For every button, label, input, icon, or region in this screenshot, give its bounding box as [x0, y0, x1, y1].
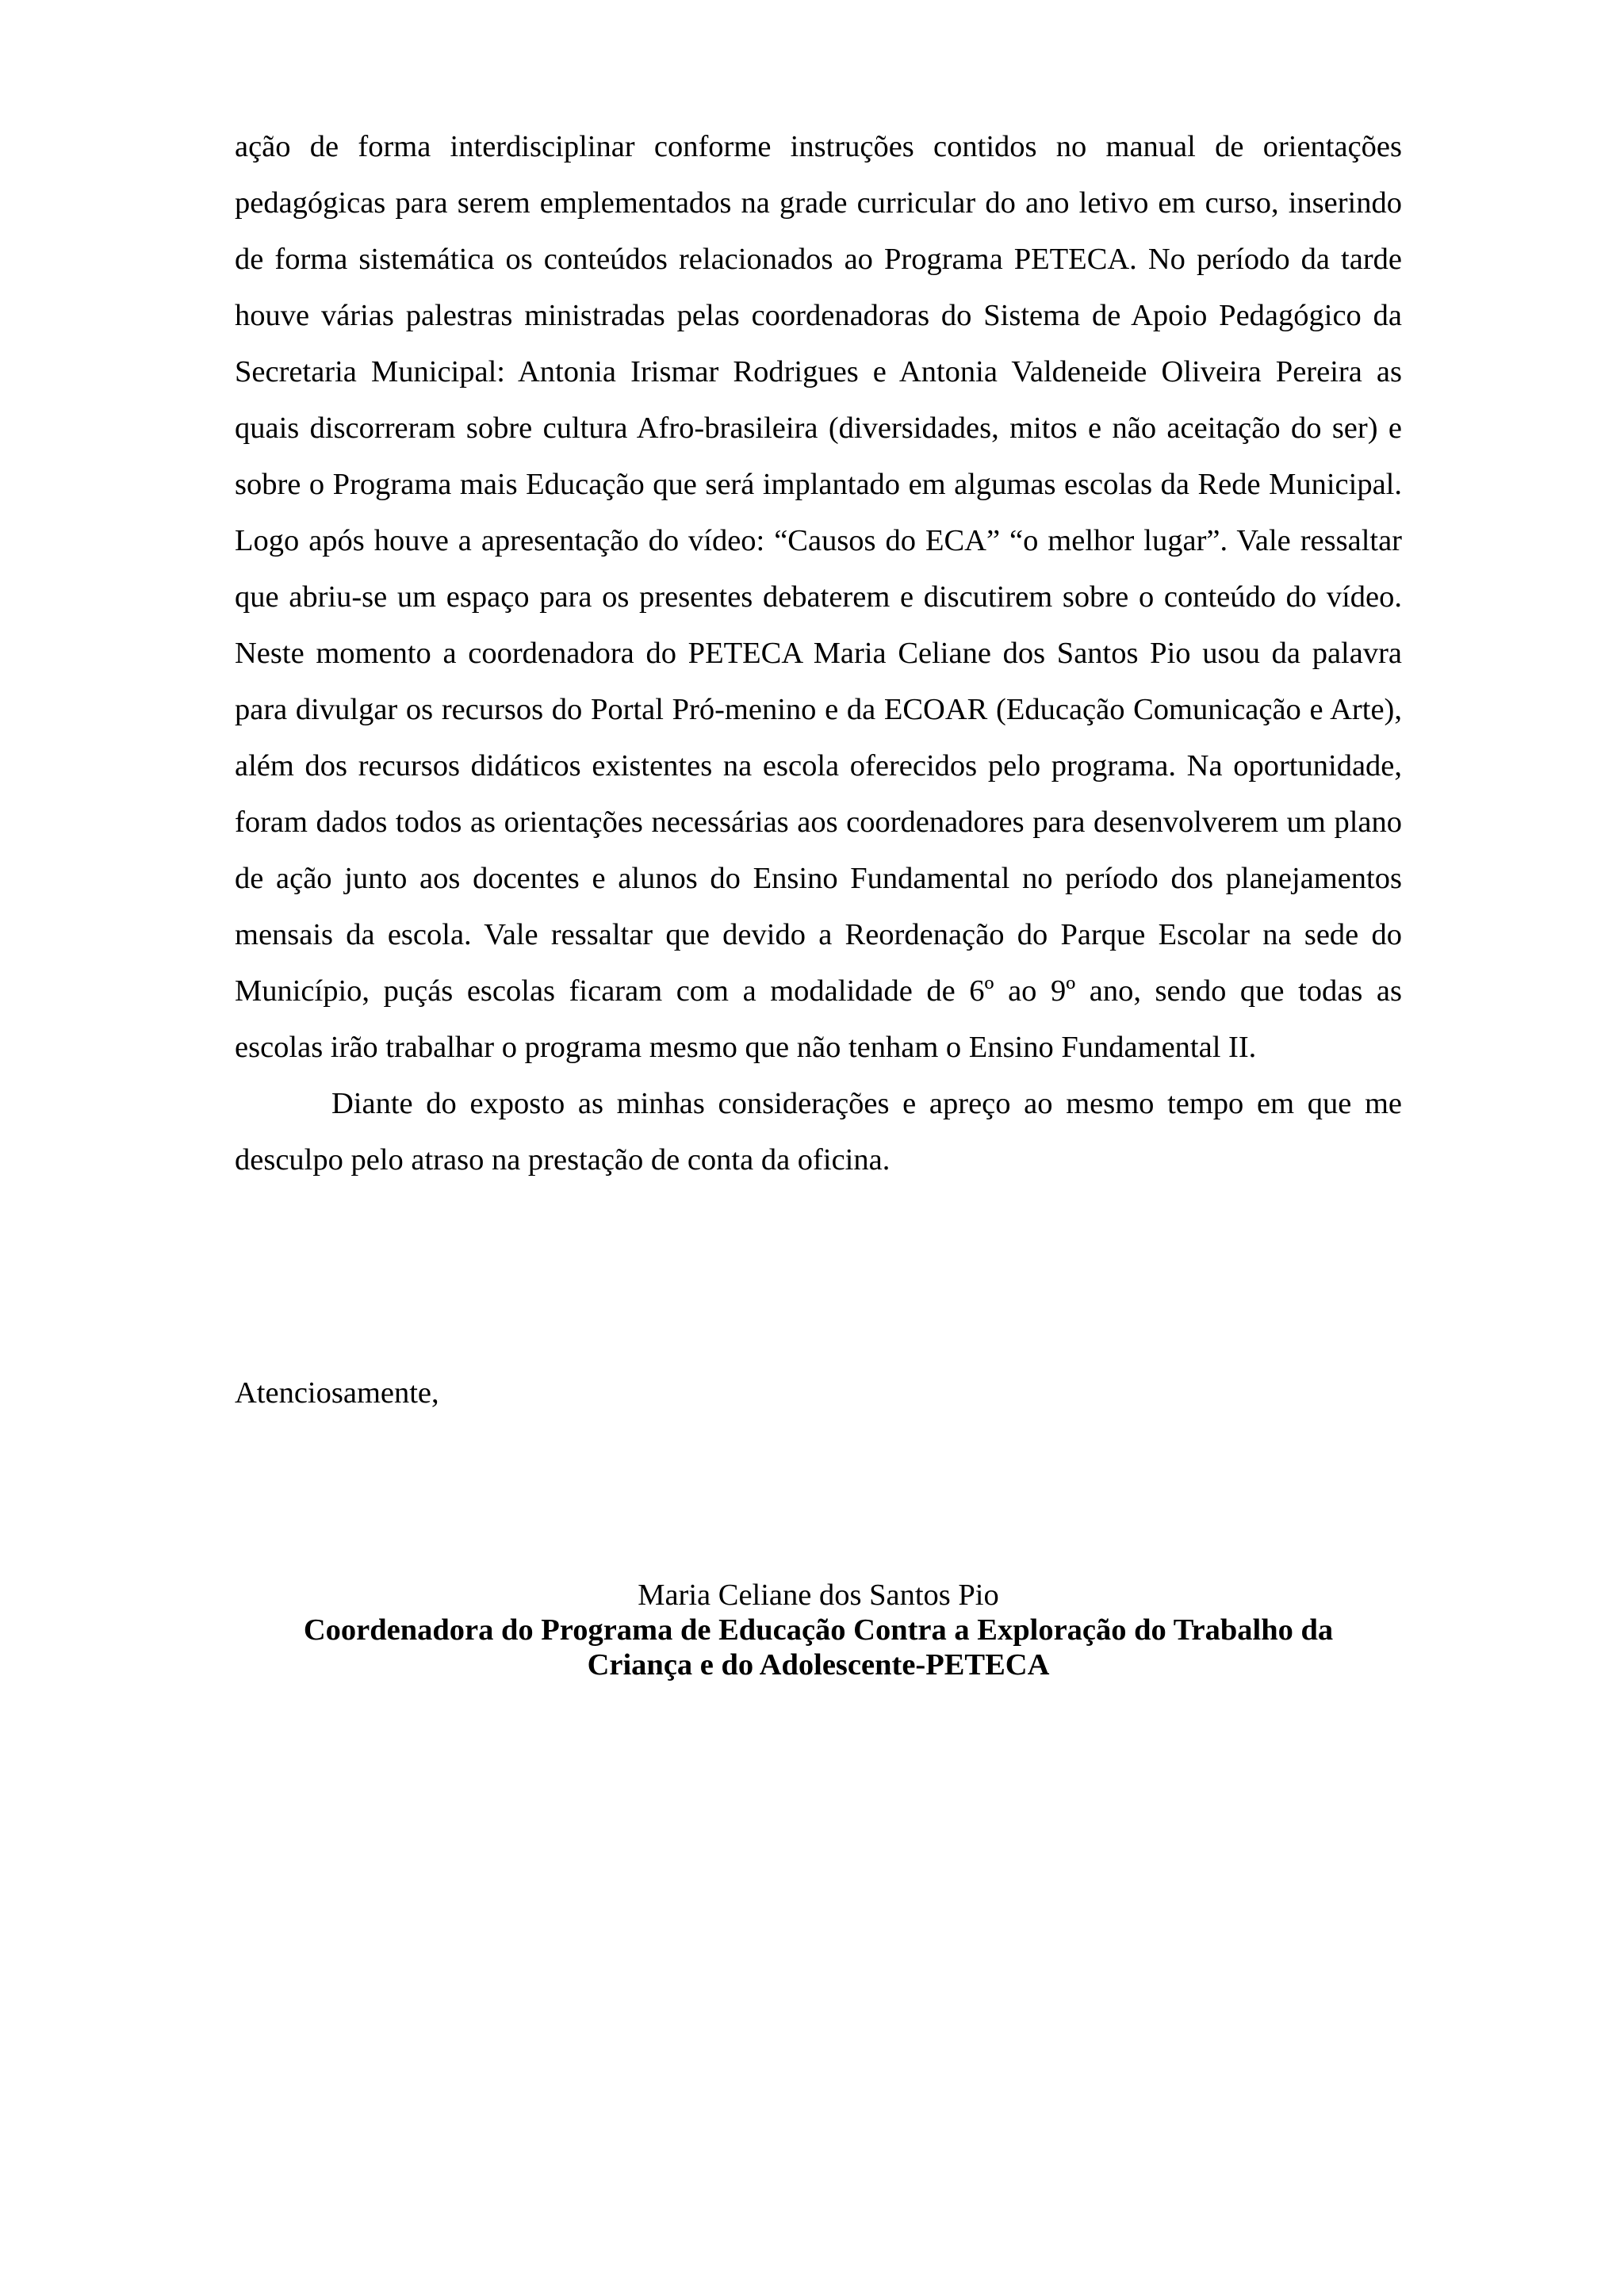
signatory-name: Maria Celiane dos Santos Pio — [638, 1578, 999, 1612]
signatory-role-line: Criança e do Adolescente-PETECA — [587, 1648, 1050, 1682]
letter-body — [235, 119, 1402, 1188]
body-paragraph: Diante do exposto as minhas considerações e apreço ao mesmo tempo em que me desculpo pelo atraso na prestação de conta da oficina. — [235, 1087, 1402, 1177]
signature-block — [235, 1578, 1402, 1682]
closing-salutation: Atenciosamente, — [235, 1376, 439, 1410]
signatory-role-line: Coordenadora do Programa de Educação Contra a Exploração do Trabalho da — [303, 1613, 1334, 1647]
body-paragraph: ação de forma interdisciplinar conforme instruções contidos no manual de orientações pedagógicas para serem emplementados na grade curricular do ano letivo em curso, inserindo de forma sistemática os conteúdos relacionados ao Programa PETECA. No período da tarde houve várias palestras ministradas pelas coordenadoras do Sistema de Apoio Pedagógico da Secretaria Municipal: Antonia Irismar Rodrigues e Antonia Valdeneide Oliveira Pereira as quais discorreram sobre cultura Afro-brasileira (diversidades, mitos e não aceitação do ser) e sobre o Programa mais Educação que será implantado em algumas escolas da Rede Municipal. Logo após houve a apresentação do vídeo: “Causos do ECA” “o melhor lugar”. Vale ressaltar que abriu-se um espaço para os presentes debaterem e discutirem sobre o conteúdo do vídeo. Neste momento a coordenadora do PETECA Maria Celiane dos Santos Pio usou da palavra para divulgar os recursos do Portal Pró-menino e da ECOAR (Educação Comunicação e Arte), além dos recursos didáticos existentes na escola oferecidos pelo programa. Na oportunidade, foram dados todos as orientações necessárias aos coordenadores para desenvolverem um plano de ação junto aos docentes e alunos do Ensino Fundamental no período dos planejamentos mensais da escola. Vale ressaltar que devido a Reordenação do Parque Escolar na sede do Município, puçás escolas ficaram com a modalidade de 6º ao 9º ano, sendo que todas as escolas irão trabalhar o programa mesmo que não tenham o Ensino Fundamental II. — [235, 130, 1402, 1064]
